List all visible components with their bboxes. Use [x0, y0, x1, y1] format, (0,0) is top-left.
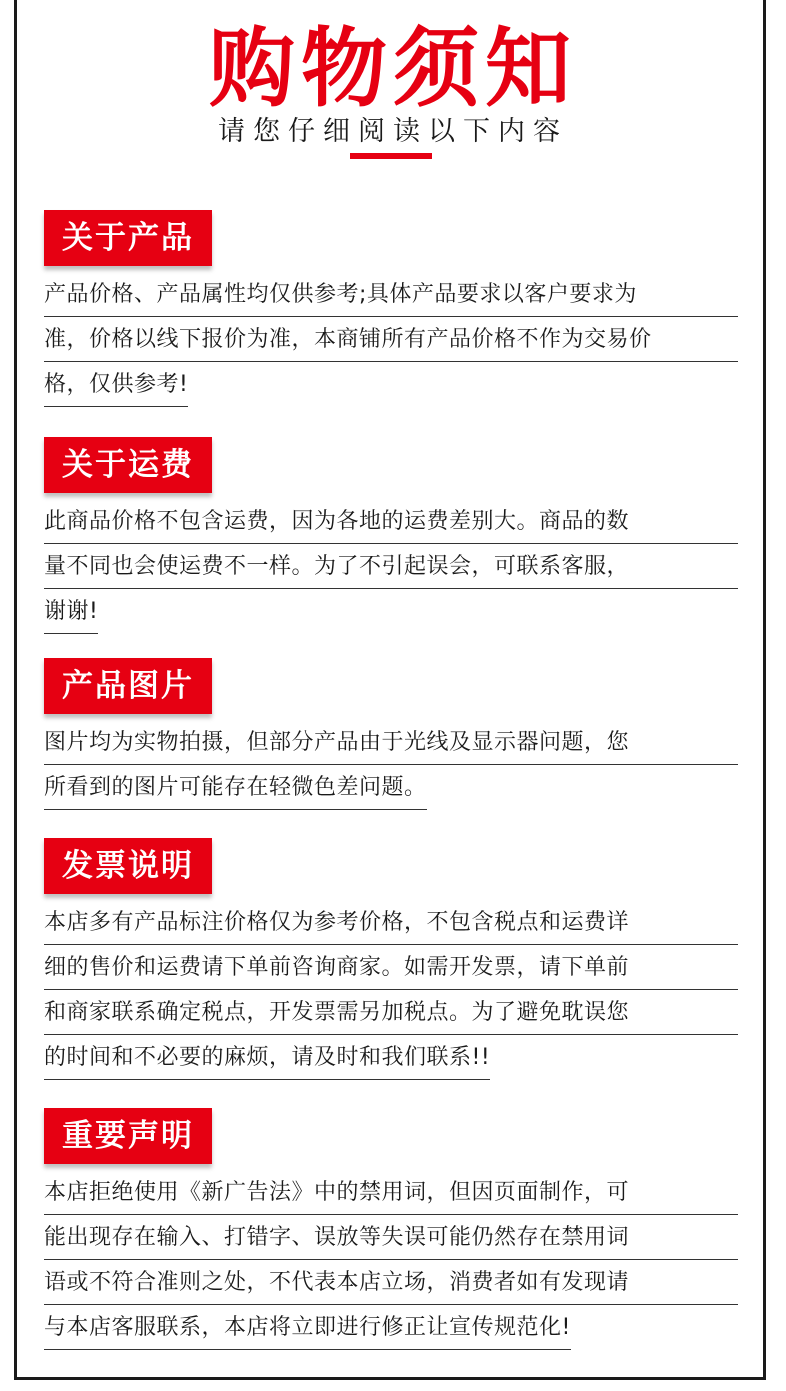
section-heading: 重要声明 — [44, 1108, 212, 1164]
section-about-product — [44, 210, 738, 407]
section-product-images — [44, 658, 738, 810]
section-text-line: 格，仅供参考! — [44, 362, 188, 407]
section-text-line: 量不同也会使运费不一样。为了不引起误会，可联系客服， — [44, 544, 738, 589]
section-text-line: 准，价格以线下报价为准，本商铺所有产品价格不作为交易价 — [44, 317, 738, 362]
section-heading: 关于运费 — [44, 437, 212, 493]
section-text-line: 此商品价格不包含运费，因为各地的运费差别大。商品的数 — [44, 499, 738, 544]
section-text-line: 图片均为实物拍摄，但部分产品由于光线及显示器问题，您 — [44, 720, 738, 765]
section-text-line: 和商家联系确定税点，开发票需另加税点。为了避免耽误您 — [44, 990, 738, 1035]
section-text-line: 所看到的图片可能存在轻微色差问题。 — [44, 765, 427, 810]
section-heading: 关于产品 — [44, 210, 212, 266]
section-text-line: 的时间和不必要的麻烦，请及时和我们联系!! — [44, 1035, 490, 1080]
section-about-shipping — [44, 437, 738, 634]
section-heading: 产品图片 — [44, 658, 212, 714]
section-invoice-info — [44, 838, 738, 1080]
subtitle-accent-underline — [350, 153, 432, 159]
subtitle-container — [0, 114, 786, 150]
section-text-line: 细的售价和运费请下单前咨询商家。如需开发票，请下单前 — [44, 945, 738, 990]
page-title: 购物须知 — [209, 19, 577, 119]
section-text-line: 与本店客服联系，本店将立即进行修正让宣传规范化! — [44, 1305, 571, 1350]
section-text-line: 谢谢! — [44, 589, 98, 634]
section-heading: 发票说明 — [44, 838, 212, 894]
section-text-line: 本店多有产品标注价格仅为参考价格，不包含税点和运费详 — [44, 900, 738, 945]
section-text-line: 本店拒绝使用《新广告法》中的禁用词，但因页面制作，可 — [44, 1170, 738, 1215]
section-text-line: 语或不符合准则之处，不代表本店立场，消费者如有发现请 — [44, 1260, 738, 1305]
section-text-line: 产品价格、产品属性均仅供参考;具体产品要求以客户要求为 — [44, 272, 738, 317]
section-text-line: 能出现存在输入、打错字、误放等失误可能仍然存在禁用词 — [44, 1215, 738, 1260]
section-important-notice — [44, 1108, 738, 1350]
page-subtitle: 请您仔细阅读以下内容 — [218, 116, 568, 147]
